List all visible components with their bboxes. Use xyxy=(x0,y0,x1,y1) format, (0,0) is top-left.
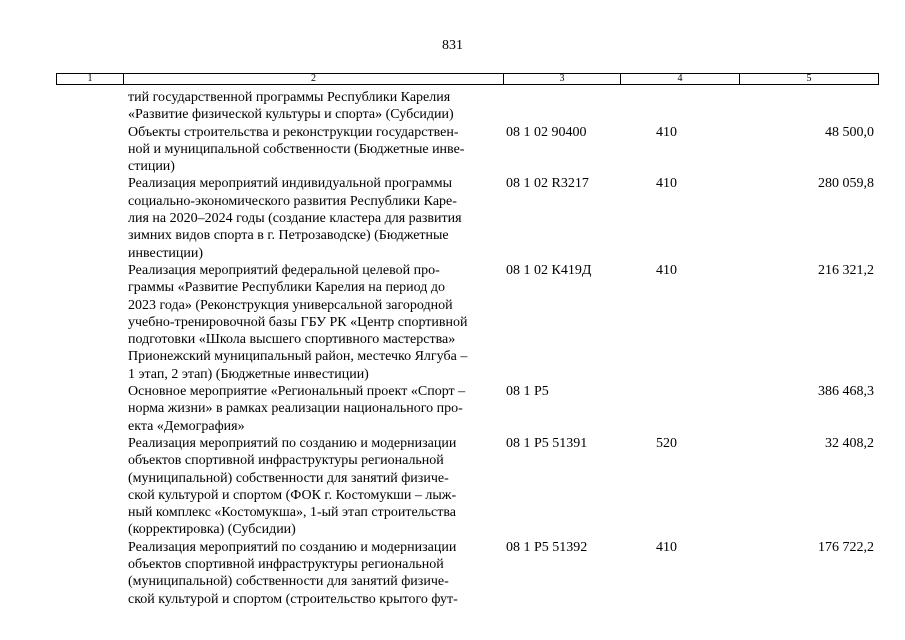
row-description: Реализация мероприятий по созданию и модернизации объектов спортивной инфраструктуры региональной (муниципальной) собственности для занятий физиче- ской культурой и спортом (ФОК г. Костомукши – лыж- ный комплекс «Костомукша», 1-ый этап строительства (корректировка) (Субсидии) xyxy=(128,435,457,538)
row-code: 08 1 P5 51391 xyxy=(506,435,588,451)
header-col-3: 3 xyxy=(504,74,621,84)
table-row xyxy=(56,124,879,176)
table-row xyxy=(56,262,879,383)
row-amount: 280 059,8 xyxy=(818,176,874,192)
table-row xyxy=(56,175,879,261)
row-amount: 216 321,2 xyxy=(818,262,874,278)
row-amount: 386 468,3 xyxy=(818,384,874,400)
row-description: Основное мероприятие «Региональный проект «Спорт – норма жизни» в рамках реализации национального про- екта «Демография» xyxy=(128,384,466,434)
header-col-5: 5 xyxy=(806,73,812,84)
row-description: Реализация мероприятий федеральной целевой про- граммы «Развитие Республики Карелия на период до 2023 года» (Реконструкция универсальной загородной учебно-тренировочной базы ГБУ РК «Центр спортивной подготовки «Школа высшего спортивного мастерства» Прионежский муниципальный район, местечко Ялгуба – 1 этап, 2 этап) (Бюджетные инвестиции) xyxy=(128,262,468,382)
row-code: 08 1 P5 51392 xyxy=(506,539,588,555)
row-amount: 48 500,0 xyxy=(825,124,874,140)
row-amount: 176 722,2 xyxy=(818,539,874,555)
row-description: тий государственной программы Республики Карелия «Развитие физической культуры и спорта» (Субсидии) xyxy=(128,90,454,123)
row-kind xyxy=(656,89,756,124)
row-kind: 410 xyxy=(656,176,677,192)
row-code: 08 1 P5 xyxy=(506,384,549,400)
table-row xyxy=(56,435,879,539)
row-description: Реализация мероприятий по созданию и модернизации объектов спортивной инфраструктуры региональной (муниципальной) собственности для занятий физиче- ской культурой и спортом (строительство крытого фут- xyxy=(128,539,458,607)
row-kind: 520 xyxy=(656,435,677,451)
table-body xyxy=(56,89,879,608)
row-kind: 410 xyxy=(656,124,677,140)
row-description: Объекты строительства и реконструкции государствен- ной и муниципальной собственности (Бюджетные инве- стиции) xyxy=(128,124,465,175)
row-code: 08 1 02 К419Д xyxy=(506,262,592,278)
table-row xyxy=(56,383,879,435)
row-code: 08 1 02 R3217 xyxy=(506,176,589,192)
row-kind xyxy=(656,383,756,435)
header-col-2: 2 xyxy=(124,74,504,84)
table-row xyxy=(56,539,879,608)
row-code: 08 1 02 90400 xyxy=(506,124,587,140)
header-col-1: 1 xyxy=(57,74,124,84)
row-kind: 410 xyxy=(656,262,677,278)
row-description: Реализация мероприятий индивидуальной программы социально-экономического развития Республики Каре- лия на 2020–2024 годы (создание кластера для развития зимних видов спорта в г. Петрозаводске) (Бюджетные инвестиции) xyxy=(128,176,462,261)
table-row xyxy=(56,89,879,124)
table-header xyxy=(56,73,879,85)
row-code xyxy=(506,89,656,124)
row-amount: 32 408,2 xyxy=(825,435,874,451)
header-col-4: 4 xyxy=(621,74,740,84)
page-number: 831 xyxy=(442,38,463,53)
row-amount xyxy=(756,89,879,124)
row-kind: 410 xyxy=(656,539,677,555)
